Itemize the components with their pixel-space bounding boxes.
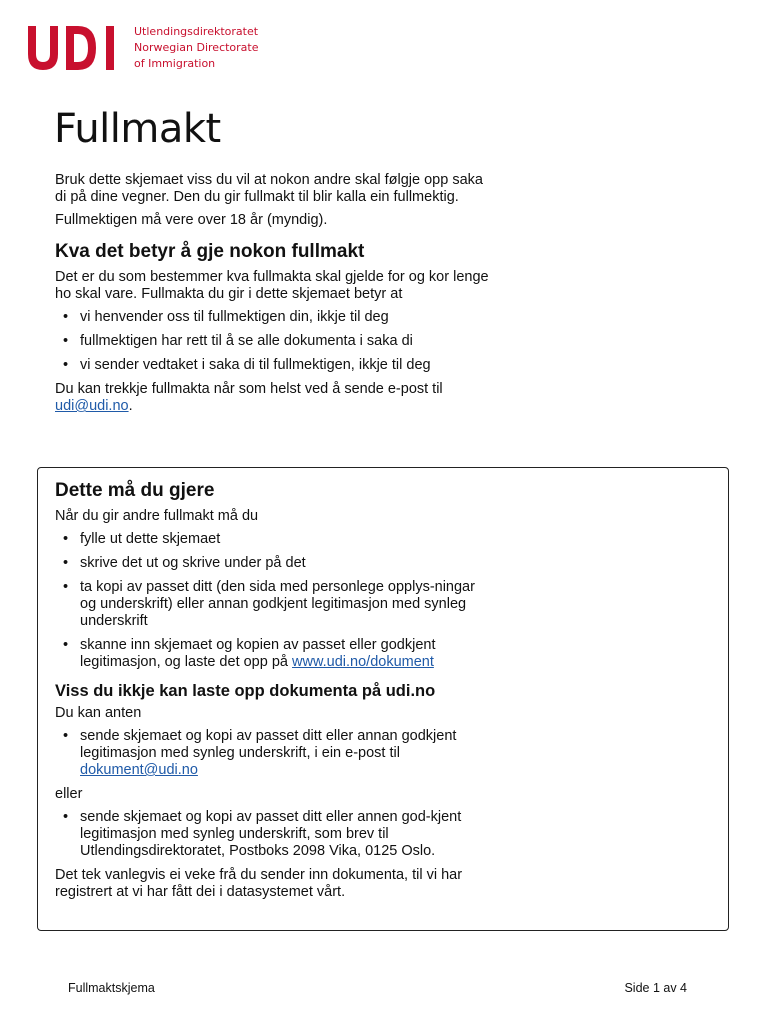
list-item: [55, 637, 495, 671]
processing-time-paragraph: Det tek vanlegvis ei veke frå du sender inn dokumenta, til vi har registrert at vi har fått dei i datasystemet vårt.: [55, 867, 463, 900]
box-heading: Dette må du gjere: [55, 480, 215, 501]
withdraw-paragraph: [55, 381, 495, 415]
list-item: • ta kopi av passet ditt (den sida med personlege opplys-ningar og underskrift) eller annan godkjent legitimasjon med synleg underskrift: [55, 579, 495, 630]
list-item: • sende skjemaet og kopi av passet ditt eller annen god-kjent legitimasjon med synleg underskrift, som brev til Utlendingsdirektoratet, Postboks 2098 Vika, 0125 Oslo.: [55, 809, 495, 860]
organization-name: [134, 24, 259, 72]
email-link[interactable]: udi@udi.no: [55, 398, 129, 414]
meaning-paragraph: Det er du som bestemmer kva fullmakta skal gjelde for og kor lenge ho skal vare. Fullmakta du gir i dette skjemaet betyr at: [55, 269, 489, 302]
upload-text: skanne inn skjemaet og kopien av passet eller godkjent legitimasjon, og laste det opp på: [80, 637, 436, 670]
list-item: • fylle ut dette skjemaet: [55, 531, 495, 548]
upload-link[interactable]: www.udi.no/dokument: [292, 654, 434, 670]
box-subheading: Viss du ikkje kan laste opp dokumenta på udi.no: [55, 682, 436, 700]
age-requirement: Fullmektigen må vere over 18 år (myndig).: [55, 212, 328, 228]
alternatives-intro: Du kan anten: [55, 705, 142, 721]
page-title: Fullmakt: [54, 106, 221, 152]
list-item: • skrive det ut og skrive under på det: [55, 555, 495, 572]
intro-paragraph: Bruk dette skjemaet viss du vil at nokon andre skal følgje opp saka di på dine vegner. Den du gir fullmakt til blir kalla ein fullmektig.: [55, 172, 483, 205]
document-email-link[interactable]: dokument@udi.no: [80, 762, 198, 778]
list-item: • vi henvender oss til fullmektigen din, ikkje til deg: [55, 309, 495, 326]
meaning-list: [55, 309, 495, 374]
alternatives-list-2: [55, 809, 495, 860]
intro-section: [55, 172, 495, 421]
instructions-box: [37, 467, 729, 931]
withdraw-text: Du kan trekkje fullmakta når som helst ved å sende e-post til: [55, 381, 443, 397]
list-item: • vi sender vedtaket i saka di til fullmektigen, ikkje til deg: [55, 357, 495, 374]
or-text: eller: [55, 786, 83, 802]
section-heading-meaning: Kva det betyr å gje nokon fullmakt: [55, 241, 365, 262]
list-item: • fullmektigen har rett til å se alle dokumenta i saka di: [55, 333, 495, 350]
email-alternative-text: sende skjemaet og kopi av passet ditt eller annan godkjent legitimasjon med synleg underskrift, i ein e-post til: [80, 728, 457, 761]
withdraw-end: .: [128, 398, 133, 414]
alternatives-list-1: [55, 728, 495, 779]
footer-form-name: Fullmaktskjema: [68, 981, 155, 995]
footer: [68, 981, 687, 995]
page-number: Side 1 av 4: [624, 981, 687, 995]
org-name-line-1: Utlendingsdirektoratet: [134, 25, 259, 38]
udi-logo: [28, 24, 118, 70]
org-name-line-3: of Immigration: [134, 57, 216, 70]
org-name-line-2: Norwegian Directorate: [134, 41, 259, 54]
list-item: [55, 728, 495, 779]
header: [28, 24, 259, 74]
box-intro: Når du gir andre fullmakt må du: [55, 508, 259, 524]
steps-list: [55, 531, 495, 671]
